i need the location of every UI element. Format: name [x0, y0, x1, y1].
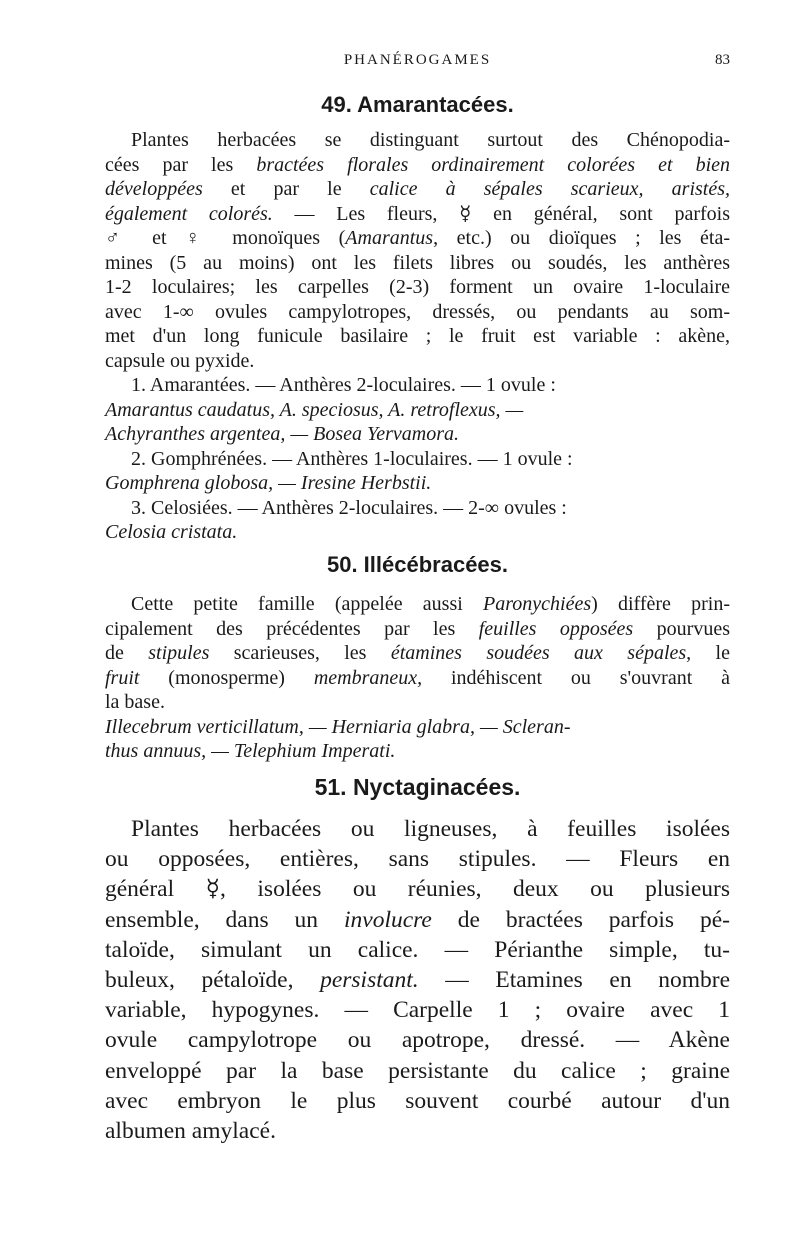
- text-line: [105, 1056, 730, 1086]
- italic-run: fruit: [105, 666, 140, 689]
- text-line: [105, 617, 730, 642]
- text-run: ou opposées, entières, sans stipules. — Fleurs en: [105, 846, 730, 873]
- text-run: cipalement des précédentes par les: [105, 617, 479, 640]
- text-line: [105, 592, 730, 617]
- text-line: [105, 520, 730, 545]
- italic-run: thus annuus, — Telephium Imperati.: [105, 740, 396, 762]
- running-head-title: PHANÉROGAMES: [343, 52, 492, 68]
- text-line: [105, 324, 730, 349]
- italic-run: développées: [105, 178, 203, 200]
- text-run: buleux, pétaloïde,: [105, 967, 321, 994]
- text-run: de bractées parfois pé-: [431, 906, 730, 933]
- text-run: Plantes herbacées se distinguant surtout des Chénopodia-: [131, 129, 730, 151]
- italic-run: stipules: [148, 642, 210, 664]
- page-number: 83: [715, 52, 730, 68]
- text-run: de: [105, 642, 149, 664]
- italic-run: feuilles opposées: [478, 617, 634, 640]
- text-run: ovule campylotrope ou apotrope, dressé. — Akène: [105, 1027, 730, 1054]
- section-body: [105, 128, 730, 545]
- text-run: indéhiscent ou s'ouvrant à: [422, 666, 730, 689]
- text-line: [105, 471, 730, 496]
- text-run: 1-2 loculaires; les carpelles (2-3) forment un ovaire 1-loculaire: [105, 276, 730, 298]
- text-run: met d'un long funicule basilaire ; le fruit est variable : akène,: [105, 325, 730, 347]
- text-run: 1. Amarantées. — Anthères 2-loculaires. — 1 ovule :: [131, 374, 556, 396]
- text-line: [105, 202, 730, 227]
- text-line: [105, 349, 730, 374]
- italic-run: Amarantus caudatus, A. speciosus, A. retroflexus, —: [105, 398, 524, 421]
- text-run: avec embryon le plus souvent courbé autour d'un: [105, 1087, 730, 1114]
- text-line: [105, 874, 730, 904]
- text-line: [105, 275, 730, 300]
- section-heading: 49. Amarantacées.: [321, 92, 514, 117]
- italic-run: involucre: [343, 906, 432, 933]
- italic-run: bractées florales ordinairement colorées et bien: [256, 153, 731, 176]
- text-run: Plantes herbacées ou ligneuses, à feuilles isolées: [131, 816, 730, 842]
- text-line: [105, 226, 730, 251]
- text-line: [105, 965, 730, 995]
- text-run: — Les fleurs, ☿ en général, sont parfois: [272, 202, 730, 225]
- text-run: scarieuses, les: [209, 642, 391, 664]
- text-line: [105, 153, 730, 178]
- section-body: [105, 592, 730, 764]
- italic-run: persistant.: [320, 967, 419, 994]
- italic-run: Amarantus: [345, 227, 434, 249]
- text-run: enveloppé par la base persistante du calice ; graine: [105, 1057, 730, 1084]
- text-run: le: [691, 642, 730, 664]
- text-line: [105, 905, 730, 935]
- section-heading: 50. Illécébracées.: [326, 552, 509, 577]
- italic-run: membraneux,: [313, 666, 423, 689]
- text-run: (monosperme): [139, 666, 314, 689]
- text-run: variable, hypogynes. — Carpelle 1 ; ovaire avec 1: [105, 997, 730, 1024]
- text-line: [105, 1086, 730, 1116]
- text-run: — Etamines en nombre: [418, 967, 730, 994]
- text-line: [105, 496, 730, 521]
- text-line: [105, 739, 730, 764]
- text-run: pourvues: [633, 617, 730, 640]
- text-line: [105, 447, 730, 472]
- section-heading: 51. Nyctaginacées.: [314, 774, 521, 800]
- italic-run: également colorés.: [105, 202, 273, 225]
- section-amarantacees: [105, 92, 730, 545]
- text-run: Cette petite famille (appelée aussi: [131, 593, 484, 615]
- text-line: [105, 1116, 730, 1146]
- text-line: [105, 373, 730, 398]
- text-run: 3. Celosiées. — Anthères 2-loculaires. — 2-∞ ovules :: [131, 496, 567, 519]
- text-line: [105, 844, 730, 874]
- text-line: [105, 995, 730, 1025]
- text-line: [105, 251, 730, 276]
- text-line: [105, 935, 730, 965]
- text-run: mines (5 au moins) ont les filets libres ou soudés, les anthères: [105, 251, 730, 274]
- text-run: capsule ou pyxide.: [105, 349, 255, 372]
- italic-run: Celosia cristata.: [105, 521, 238, 543]
- text-line: [105, 128, 730, 153]
- text-run: général ☿, isolées ou réunies, deux ou plusieurs: [105, 876, 730, 903]
- text-line: [105, 814, 730, 844]
- running-head: [105, 52, 730, 76]
- italic-run: étamines soudées aux sépales,: [390, 642, 692, 664]
- text-run: cées par les: [105, 153, 257, 176]
- text-run: ♂ et ♀ monoïques (: [105, 227, 346, 249]
- text-line: [105, 398, 730, 423]
- text-line: [105, 690, 730, 715]
- italic-run: Gomphrena globosa, — Iresine Herbstii.: [105, 472, 432, 494]
- text-run: taloïde, simulant un calice. — Périanthe simple, tu-: [105, 936, 730, 963]
- italic-run: Paronychiées: [483, 593, 592, 615]
- italic-run: Achyranthes argentea, — Bosea Yervamora.: [105, 423, 460, 445]
- text-line: [105, 641, 730, 666]
- text-run: 2. Gomphrénées. — Anthères 1-loculaires. — 1 ovule :: [131, 447, 573, 470]
- section-illecebracees: [105, 552, 730, 764]
- text-line: [105, 666, 730, 691]
- text-line: [105, 177, 730, 202]
- text-run: ensemble, dans un: [105, 906, 344, 933]
- italic-run: Illecebrum verticillatum, — Herniaria glabra, — Scleran-: [105, 715, 571, 738]
- section-body: [105, 814, 730, 1146]
- text-line: [105, 715, 730, 740]
- text-line: [105, 422, 730, 447]
- text-run: avec 1-∞ ovules campylotropes, dressés, ou pendants au som-: [105, 300, 730, 323]
- text-line: [105, 300, 730, 325]
- text-line: [105, 1025, 730, 1055]
- text-run: , etc.) ou dioïques ; les éta-: [433, 227, 730, 249]
- text-run: ) diffère prin-: [591, 593, 730, 615]
- italic-run: calice à sépales scarieux, aristés,: [369, 178, 731, 200]
- text-run: la base.: [105, 691, 165, 713]
- text-run: et par le: [202, 178, 370, 200]
- text-run: albumen amylacé.: [105, 1118, 276, 1145]
- section-nyctaginacees: [105, 774, 730, 1146]
